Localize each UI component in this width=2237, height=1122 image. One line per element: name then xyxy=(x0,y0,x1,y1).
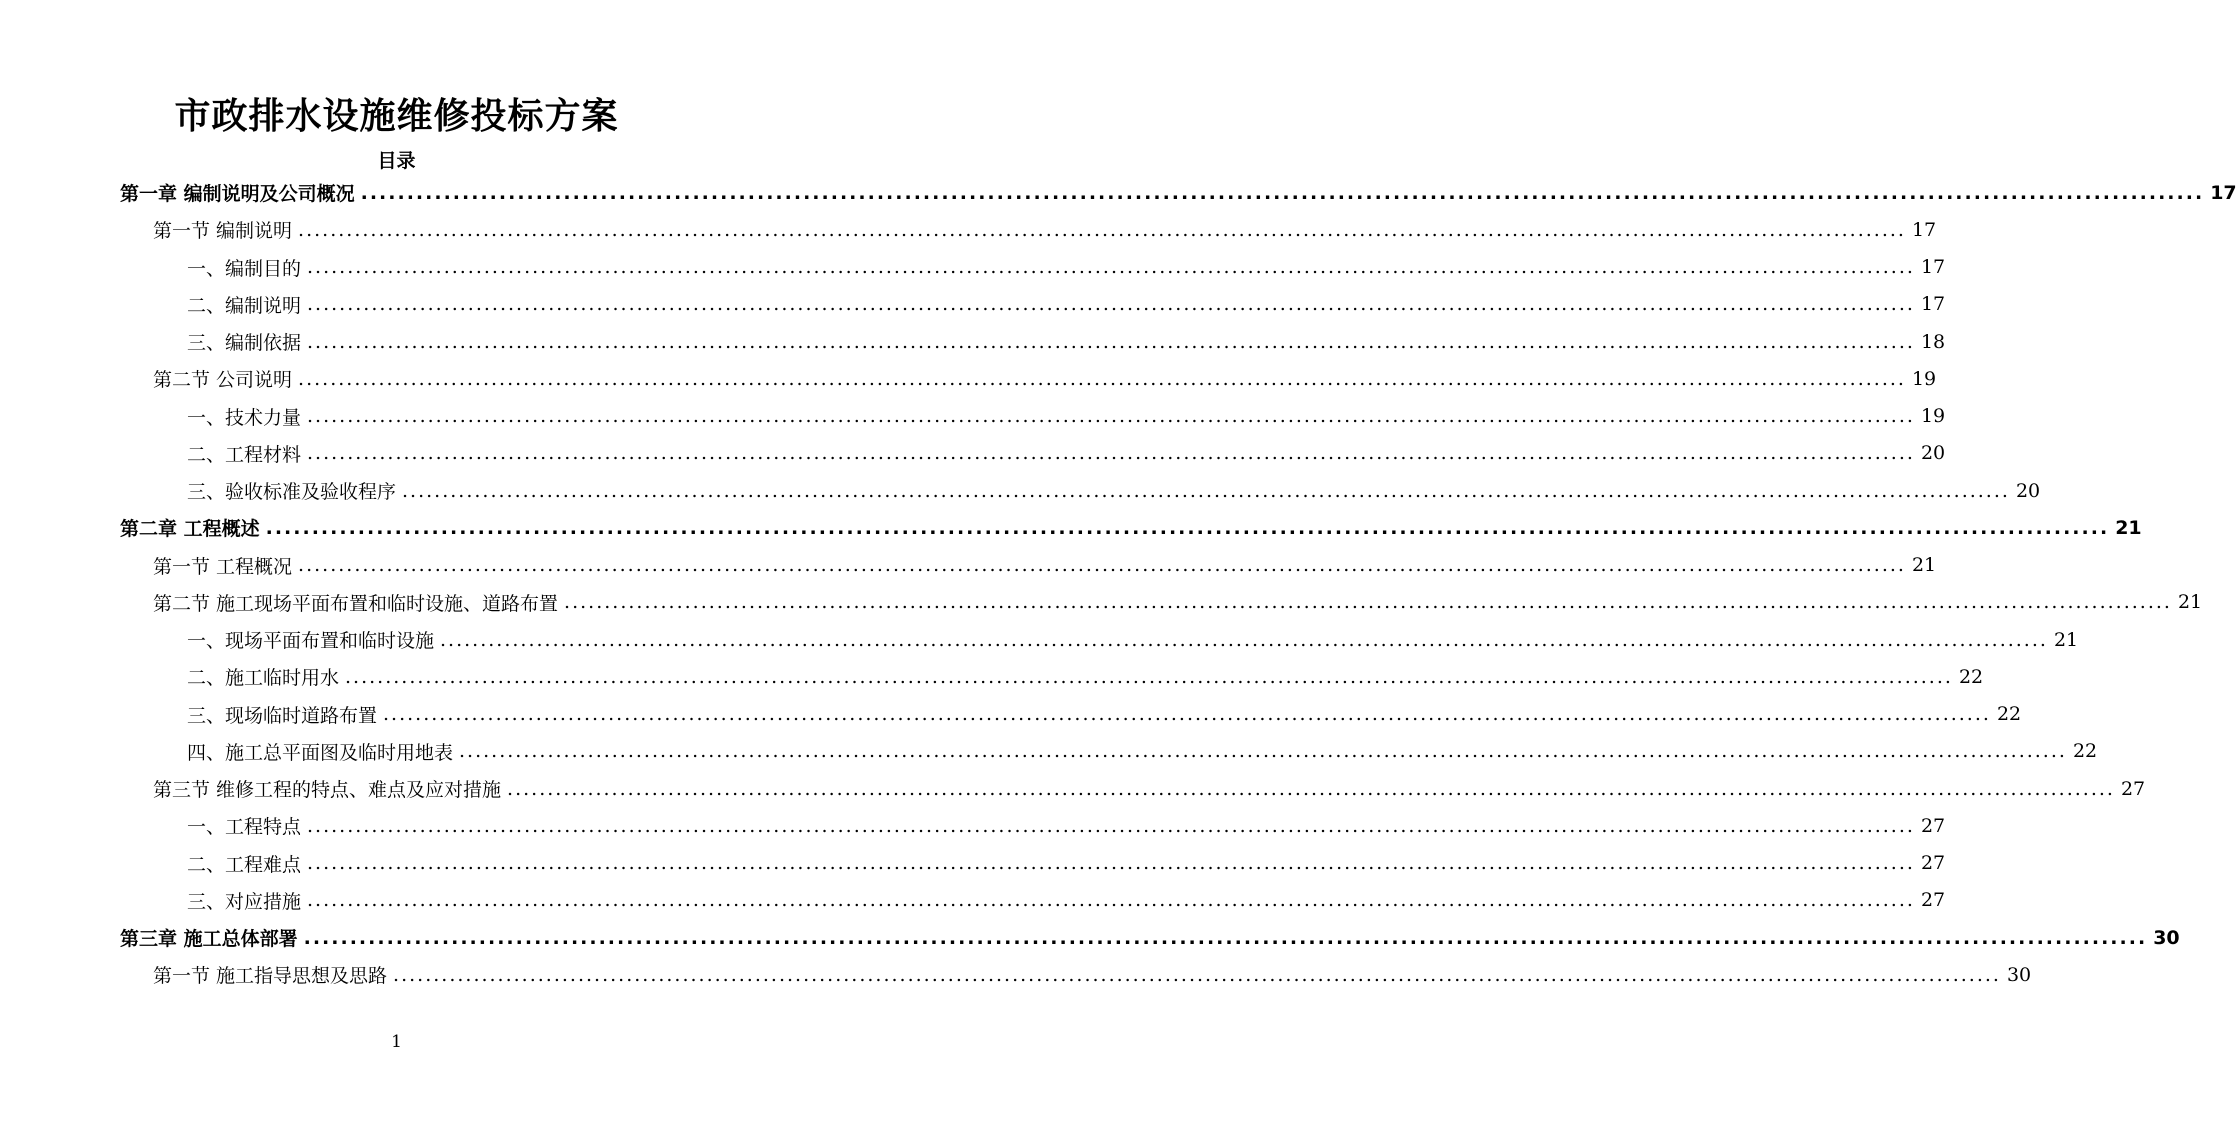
toc-entry-label: 第二章 工程概述 xyxy=(120,518,260,541)
toc-leader-dots: ........................................................................................................................................................................................................ xyxy=(440,628,2048,651)
toc-leader-dots: ........................................................................................................................................................................................................ xyxy=(345,665,1953,688)
toc-entry-label: 一、技术力量 xyxy=(187,406,302,429)
toc-entry[interactable] xyxy=(0,882,1946,919)
toc-leader-dots: ........................................................................................................................................................................................................ xyxy=(303,926,2148,949)
toc-leader-dots: ........................................................................................................................................................................................................ xyxy=(298,554,1906,577)
toc-leader-dots: ........................................................................................................................................................................................................ xyxy=(360,181,2205,204)
toc-entry-page: 18 xyxy=(1920,330,1946,353)
toc-leader-dots: ........................................................................................................................................................................................................ xyxy=(393,963,2001,986)
toc-leader-dots: ........................................................................................................................................................................................................ xyxy=(307,889,1915,912)
toc-entry[interactable] xyxy=(0,174,2237,211)
toc-entry[interactable] xyxy=(0,360,1937,397)
toc-entry-page: 27 xyxy=(1920,889,1946,912)
toc-entry-label: 二、施工临时用水 xyxy=(187,667,340,690)
toc-entry-page: 17 xyxy=(1920,293,1946,316)
toc-entry-label: 第一章 编制说明及公司概况 xyxy=(120,183,355,206)
toc-entry[interactable] xyxy=(0,286,1946,323)
toc-entry-page: 21 xyxy=(2053,628,2079,651)
toc-leader-dots: ........................................................................................................................................................................................................ xyxy=(307,293,1915,316)
toc-entry-page: 22 xyxy=(1958,665,1984,688)
toc-heading: 目录 xyxy=(377,150,416,172)
toc-entry-label: 第二节 施工现场平面布置和临时设施、道路布置 xyxy=(153,592,559,615)
toc-entry-label: 三、对应措施 xyxy=(187,890,302,913)
toc-leader-dots: ........................................................................................................................................................................................................ xyxy=(307,330,1915,353)
toc-entry-page: 19 xyxy=(1920,405,1946,428)
toc-leader-dots: ........................................................................................................................................................................................................ xyxy=(298,218,1906,241)
toc-leader-dots: ........................................................................................................................................................................................................ xyxy=(307,256,1915,279)
toc-entry-page: 19 xyxy=(1911,367,1937,390)
toc-entry[interactable] xyxy=(0,323,1946,360)
toc-entry[interactable] xyxy=(0,509,2142,546)
toc-entry-page: 21 xyxy=(2177,591,2203,614)
toc-entry[interactable] xyxy=(0,807,1946,844)
toc-entry-label: 三、现场临时道路布置 xyxy=(187,704,378,727)
toc-entry-page: 20 xyxy=(2015,479,2041,502)
toc-leader-dots: ........................................................................................................................................................................................................ xyxy=(307,405,1915,428)
toc-entry-page: 20 xyxy=(1920,442,1946,465)
toc-entry-page: 21 xyxy=(2115,516,2142,539)
toc-entry-label: 二、工程难点 xyxy=(187,853,302,876)
toc-entry-page: 27 xyxy=(1920,852,1946,875)
toc-entry-label: 第二节 公司说明 xyxy=(153,369,293,392)
toc-entry-label: 第三节 维修工程的特点、难点及应对措施 xyxy=(153,779,502,802)
toc-entry[interactable] xyxy=(0,845,1946,882)
toc-leader-dots: ........................................................................................................................................................................................................ xyxy=(402,479,2010,502)
toc-entry[interactable] xyxy=(0,770,2146,807)
toc-leader-dots: ........................................................................................................................................................................................................ xyxy=(383,703,1991,726)
toc-entry[interactable] xyxy=(0,621,2079,658)
toc-entry-label: 四、施工总平面图及临时用地表 xyxy=(187,741,454,764)
toc-entry-label: 二、工程材料 xyxy=(187,443,302,466)
toc-entry[interactable] xyxy=(0,658,1984,695)
toc-entry[interactable] xyxy=(0,696,2022,733)
toc-entry-label: 二、编制说明 xyxy=(187,294,302,317)
toc-entry[interactable] xyxy=(0,919,2180,956)
toc-entry-label: 第一节 工程概况 xyxy=(153,555,293,578)
toc-entry-label: 第三章 施工总体部署 xyxy=(120,928,298,951)
toc-entry-label: 一、现场平面布置和临时设施 xyxy=(187,630,435,653)
toc-entry-page: 30 xyxy=(2153,926,2180,949)
toc-leader-dots: ........................................................................................................................................................................................................ xyxy=(564,591,2172,614)
toc-entry-label: 三、编制依据 xyxy=(187,332,302,355)
toc-entry-page: 17 xyxy=(2210,181,2237,204)
toc-entry-label: 第一节 编制说明 xyxy=(153,220,293,243)
toc-entry-label: 三、验收标准及验收程序 xyxy=(187,481,397,504)
toc-entry-label: 一、工程特点 xyxy=(187,816,302,839)
toc-entry-page: 21 xyxy=(1911,554,1937,577)
toc-leader-dots: ........................................................................................................................................................................................................ xyxy=(459,740,2067,763)
toc-entry[interactable] xyxy=(0,547,1937,584)
toc-entry-page: 30 xyxy=(2006,963,2032,986)
toc-leader-dots: ........................................................................................................................................................................................................ xyxy=(307,852,1915,875)
toc-entry[interactable] xyxy=(0,733,2098,770)
toc-entry[interactable] xyxy=(0,956,2032,993)
toc-entry[interactable] xyxy=(0,435,1946,472)
toc-entry-label: 第一节 施工指导思想及思路 xyxy=(153,965,388,988)
toc-entry-label: 一、编制目的 xyxy=(187,257,302,280)
toc-entry[interactable] xyxy=(0,584,2203,621)
toc-entry-page: 17 xyxy=(1920,256,1946,279)
toc-entry[interactable] xyxy=(0,398,1946,435)
toc-entry-page: 27 xyxy=(1920,814,1946,837)
toc-leader-dots: ........................................................................................................................................................................................................ xyxy=(307,814,1915,837)
toc-entry-page: 22 xyxy=(1996,703,2022,726)
toc-leader-dots: ........................................................................................................................................................................................................ xyxy=(507,777,2115,800)
toc-entry[interactable] xyxy=(0,211,1937,248)
toc-entry-page: 17 xyxy=(1911,218,1937,241)
page-number: 1 xyxy=(391,1032,402,1052)
toc-entry-page: 22 xyxy=(2072,740,2098,763)
toc-entry[interactable] xyxy=(0,472,2041,509)
toc-entry[interactable] xyxy=(0,249,1946,286)
table-of-contents xyxy=(0,174,2237,994)
toc-leader-dots: ........................................................................................................................................................................................................ xyxy=(298,367,1906,390)
document-title: 市政排水设施维修投标方案 xyxy=(174,96,619,137)
toc-leader-dots: ........................................................................................................................................................................................................ xyxy=(307,442,1915,465)
toc-entry-page: 27 xyxy=(2120,777,2146,800)
toc-leader-dots: ........................................................................................................................................................................................................ xyxy=(265,516,2110,539)
